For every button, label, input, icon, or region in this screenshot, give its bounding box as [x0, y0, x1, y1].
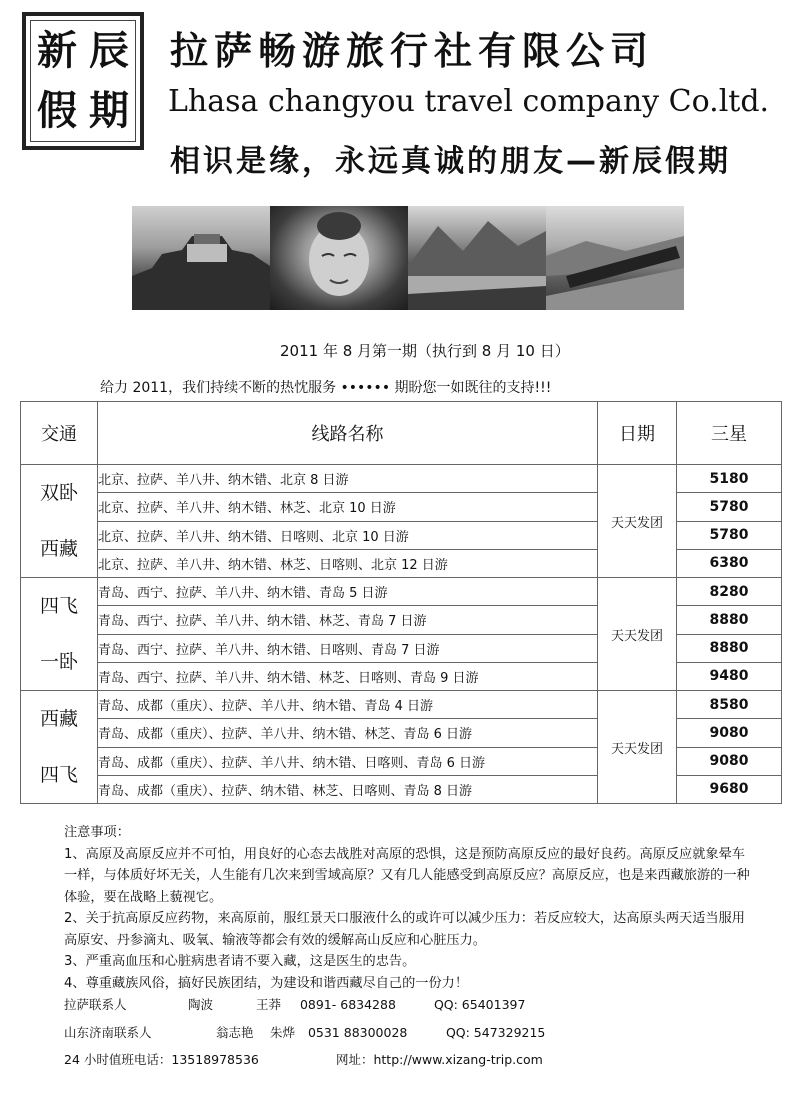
train-scene [546, 206, 684, 310]
route-name: 青岛、成都（重庆）、拉萨、羊八井、纳木错、日喀则、青岛 6 日游 [98, 747, 598, 775]
route-name: 北京、拉萨、羊八井、纳木错、林芝、日喀则、北京 12 日游 [98, 549, 598, 577]
logo [22, 12, 144, 150]
departure-date: 天天发团 [598, 691, 677, 804]
note-item: 2、关于抗高原反应药物，来高原前，服红景天口服液什么的或许可以减少压力：若反应较大，达高原头两天适当服用高原安、丹参滴丸、吸氧、输液等都会有效的缓解高山反应和心脏压力。 [64, 911, 745, 948]
departure-date: 天天发团 [598, 465, 677, 578]
contact-phone: 0531 88300028 [307, 1024, 408, 1040]
photo-mountain-lake [408, 206, 546, 310]
route-name: 青岛、成都（重庆）、拉萨、纳木错、林芝、日喀则、青岛 8 日游 [98, 775, 598, 803]
price: 9480 [677, 662, 782, 690]
photo-buddha-statue [270, 206, 408, 310]
group-label [21, 465, 98, 578]
route-name: 北京、拉萨、羊八井、纳木错、林芝、北京 10 日游 [98, 493, 598, 521]
price: 9080 [677, 747, 782, 775]
contact-footer [64, 1049, 754, 1071]
buddha-face [270, 206, 408, 310]
group-label-line: 西藏 [39, 538, 78, 560]
header-three-star: 三星 [677, 402, 782, 465]
group-label [21, 691, 98, 804]
company-title-cn: 拉萨畅游旅行社有限公司 [170, 29, 655, 73]
logo-char: 期 [89, 88, 129, 134]
price: 9080 [677, 719, 782, 747]
route-name: 青岛、成都（重庆）、拉萨、羊八井、纳木错、林芝、青岛 6 日游 [98, 719, 598, 747]
price: 6380 [677, 549, 782, 577]
price: 8580 [677, 691, 782, 719]
contact-name: 王莽 [255, 997, 281, 1012]
slogan: 相识是缘，永远真诚的朋友—新辰假期 [170, 144, 731, 179]
contact-qq: QQ: 547329215 [445, 1024, 546, 1040]
price: 5780 [677, 493, 782, 521]
photo-strip [132, 206, 684, 310]
logo-inner [30, 20, 136, 142]
price: 9680 [677, 775, 782, 803]
table-header-row [21, 402, 782, 465]
logo-char: 辰 [89, 28, 129, 74]
route-name: 北京、拉萨、羊八井、纳木错、日喀则、北京 10 日游 [98, 521, 598, 549]
group-label-line: 一卧 [39, 651, 78, 673]
header-transport: 交通 [21, 402, 98, 465]
contact-name: 朱烨 [269, 1024, 295, 1040]
logo-char: 新 [37, 28, 77, 74]
price: 5780 [677, 521, 782, 549]
contact-qq: QQ: 65401397 [433, 997, 526, 1012]
contact-label: 拉萨联系人 [64, 997, 127, 1012]
group-label [21, 578, 98, 691]
price: 8880 [677, 606, 782, 634]
company-title-en: Lhasa changyou travel company Co.ltd. [168, 84, 770, 119]
route-name: 青岛、西宁、拉萨、羊八井、纳木错、日喀则、青岛 7 日游 [98, 634, 598, 662]
group-label-line: 双卧 [39, 482, 78, 504]
table-row [21, 691, 782, 719]
header-date: 日期 [598, 402, 677, 465]
mountain-landscape [408, 206, 546, 310]
group-label-line: 四飞 [39, 595, 78, 617]
price: 8880 [677, 634, 782, 662]
table-row [21, 578, 782, 606]
contact-phone: 0891- 6834288 [299, 997, 396, 1012]
route-name: 青岛、西宁、拉萨、羊八井、纳木错、林芝、青岛 7 日游 [98, 606, 598, 634]
routes-table [20, 401, 782, 804]
route-name: 北京、拉萨、羊八井、纳木错、北京 8 日游 [98, 465, 598, 493]
contact-name: 翁志艳 [215, 1024, 254, 1040]
contact-jinan [64, 1022, 754, 1044]
header-route: 线路名称 [98, 402, 598, 465]
table-row [21, 465, 782, 493]
contact-label: 山东济南联系人 [64, 1024, 152, 1040]
route-name: 青岛、西宁、拉萨、羊八井、纳木错、林芝、日喀则、青岛 9 日游 [98, 662, 598, 690]
edition-line: 2011 年 8 月第一期（执行到 8 月 10 日） [280, 342, 570, 360]
palace-silhouette [132, 206, 270, 310]
logo-char: 假 [37, 88, 77, 134]
notes-heading: 注意事项： [64, 825, 130, 840]
note-item: 1、高原及高原反应并不可怕，用良好的心态去战胜对高原的恐惧，这是预防高原反应的最好良药。高原反应就象晕车一样，与体质好坏无关，人生能有几次来到雪域高原？又有几人能感受到高原反应？高原反应，也是来西藏旅游的一种体验，要在战略上藐视它。 [64, 846, 750, 905]
website-link[interactable]: 网址：http://www.xizang-trip.com [335, 1052, 543, 1067]
note-item: 4、尊重藏族风俗，搞好民族团结，为建设和谐西藏尽自己的一份力！ [64, 975, 469, 991]
note-item: 3、严重高血压和心脏病患者请不要入藏，这是医生的忠告。 [64, 954, 416, 969]
group-label-line: 西藏 [39, 708, 78, 730]
photo-potala-palace [132, 206, 270, 310]
intro-line: 给力 2011，我们持续不断的热忱服务 •••••• 期盼您一如既往的支持!!! [100, 380, 552, 396]
route-name: 青岛、西宁、拉萨、羊八井、纳木错、青岛 5 日游 [98, 578, 598, 606]
contact-lhasa [64, 994, 754, 1016]
notes-section [64, 822, 754, 1071]
price: 5180 [677, 465, 782, 493]
photo-qinghai-tibet-train [546, 206, 684, 310]
hotline: 24 小时值班电话：13518978536 [64, 1052, 259, 1067]
contact-name: 陶波 [187, 997, 213, 1012]
price: 8280 [677, 578, 782, 606]
route-name: 青岛、成都（重庆）、拉萨、羊八井、纳木错、青岛 4 日游 [98, 691, 598, 719]
departure-date: 天天发团 [598, 578, 677, 691]
group-label-line: 四飞 [39, 764, 78, 786]
